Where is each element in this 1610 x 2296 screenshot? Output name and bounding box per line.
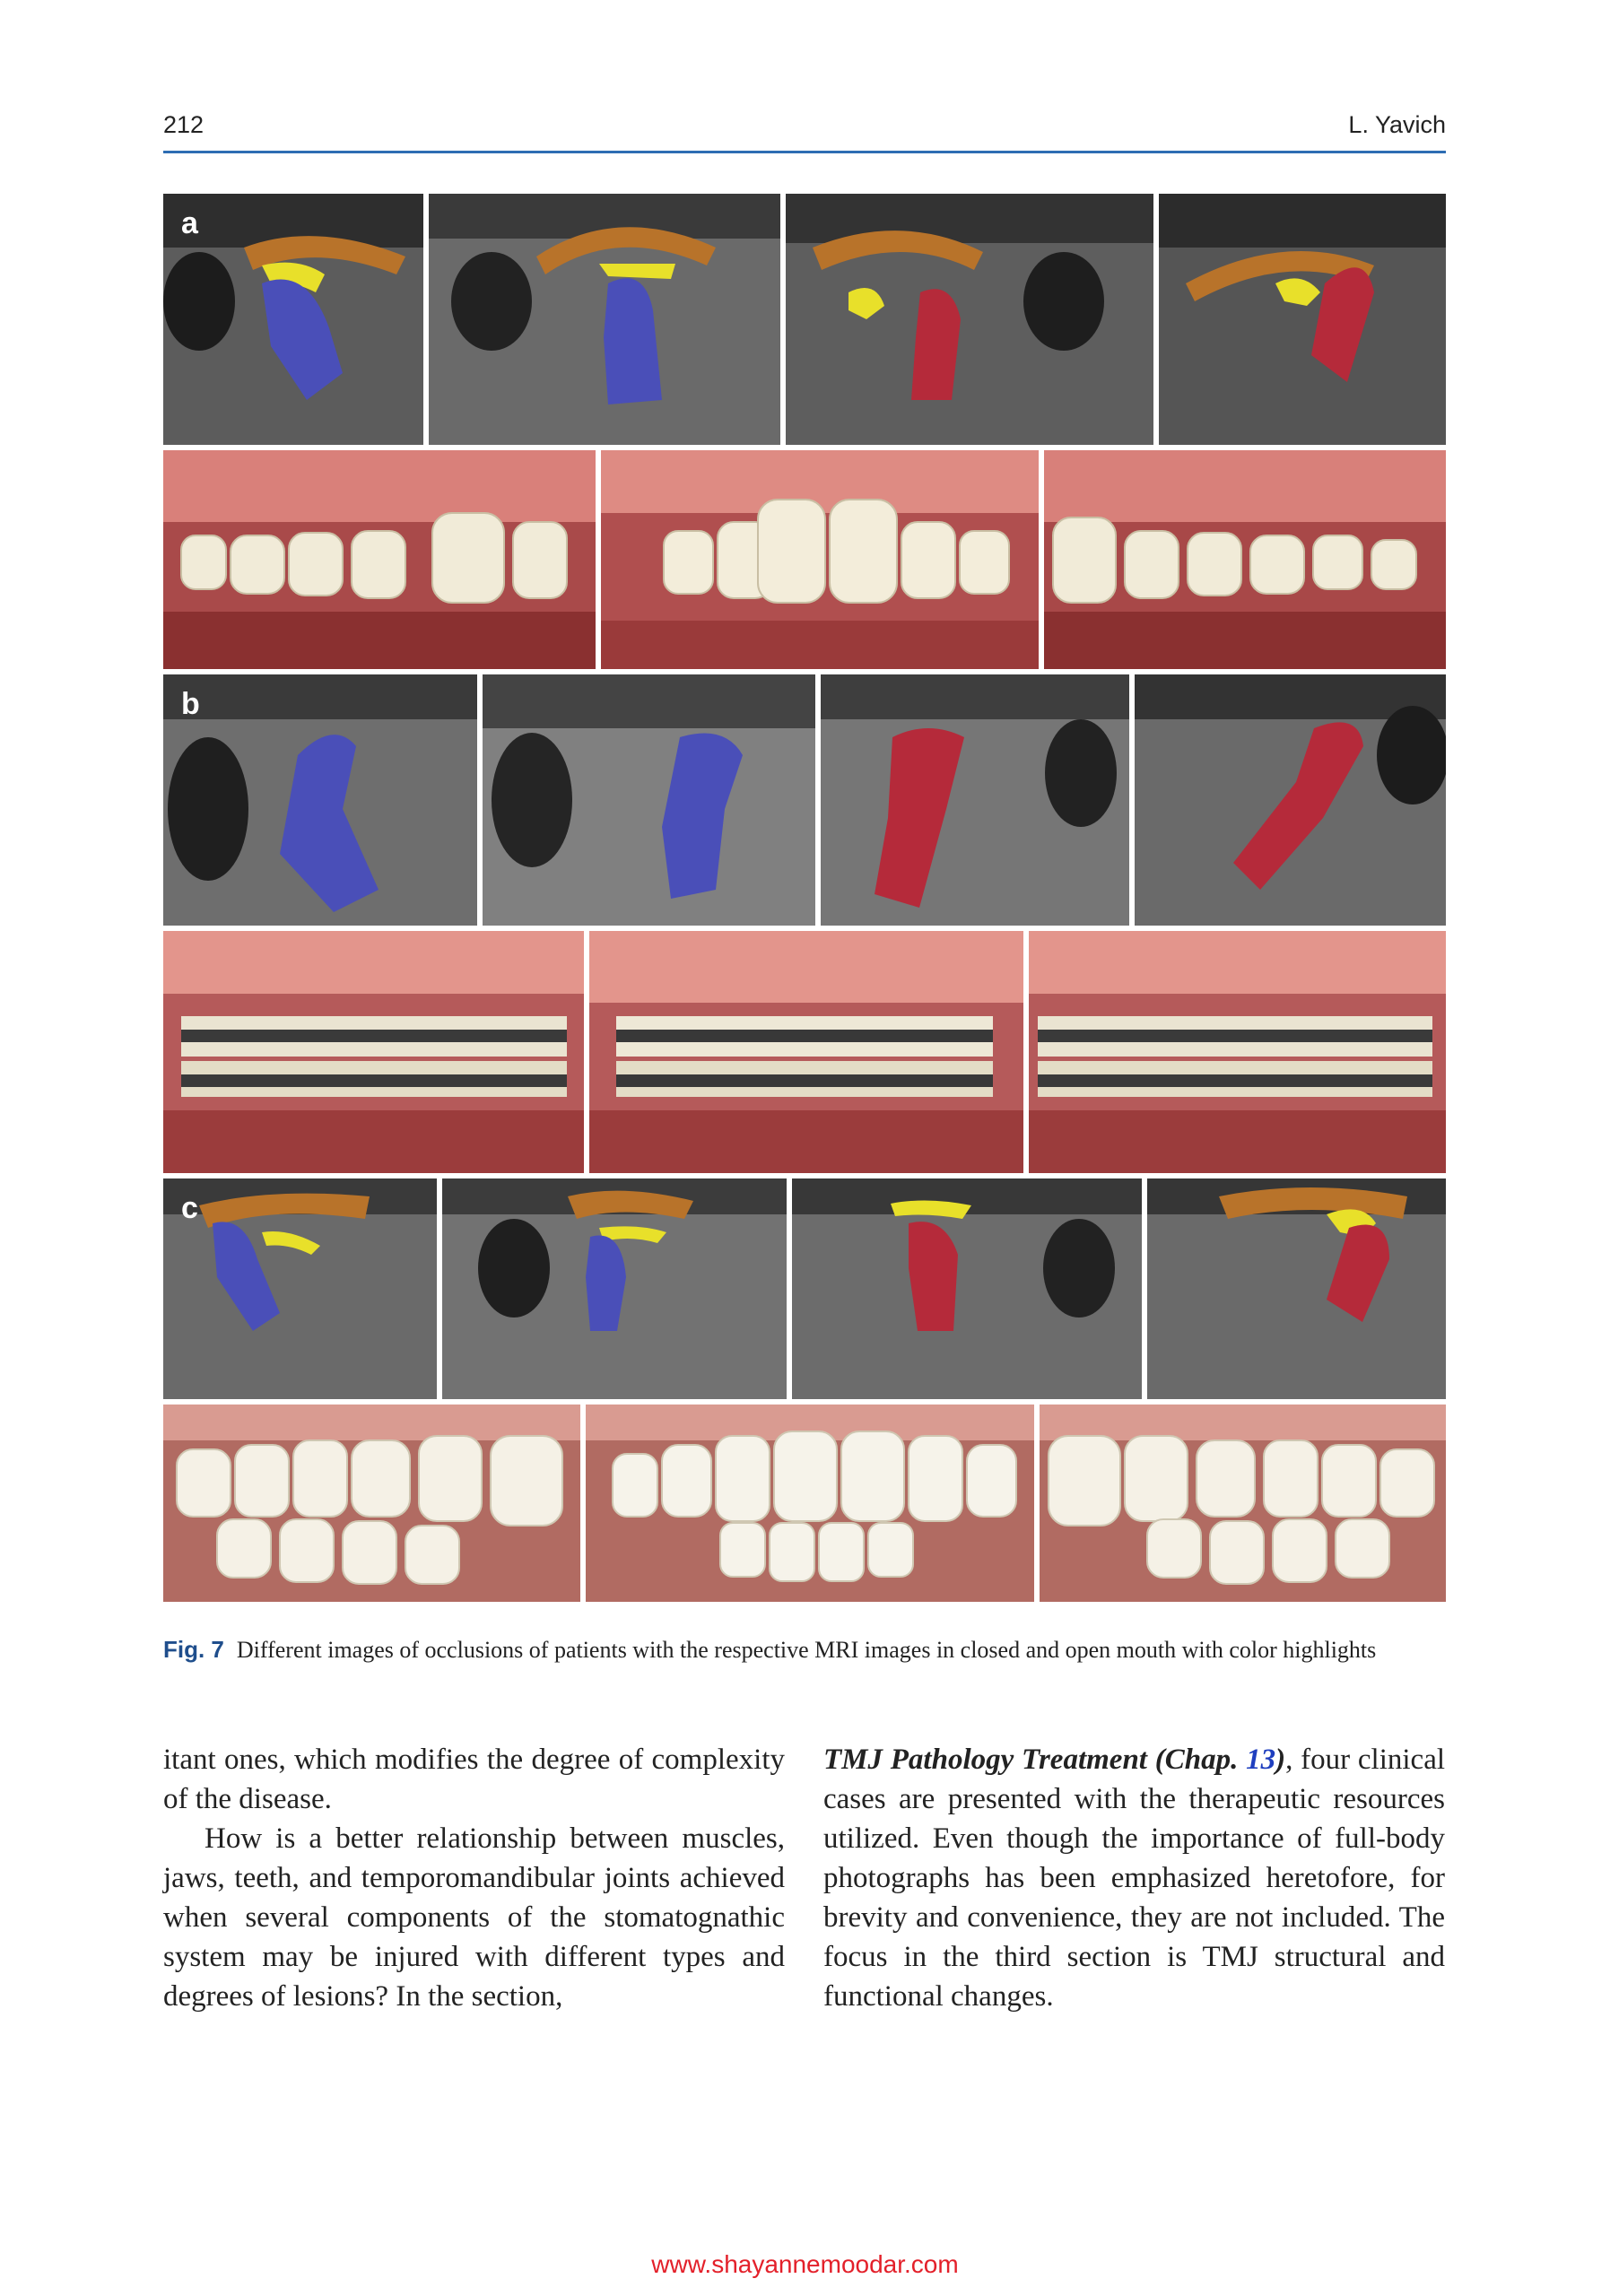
mri-image [1159, 194, 1446, 445]
section-title: TMJ Pathology Treatment (Chap. [823, 1744, 1239, 1776]
paragraph-text: , four clinical cases are presented with the therapeutic resources utilized. Even though the importance of full-body photographs has been emphasized heretofore, for brevity and convenience, they are not included. The focus in the third section is TMJ structural and functional changes. [823, 1744, 1446, 2013]
mri-row-a [163, 194, 1446, 445]
body-column-right [823, 1740, 1445, 2016]
mri-row-c [163, 1178, 1446, 1399]
section-title-close: ) [1275, 1744, 1286, 1776]
mri-image [821, 674, 1129, 926]
photo-row-b [163, 931, 1446, 1173]
braces-photo [1029, 931, 1446, 1173]
footer-website[interactable]: www.shayannemoodar.com [651, 2250, 959, 2278]
mri-image [1147, 1178, 1446, 1399]
occlusion-photo [1040, 1405, 1446, 1602]
paragraph: itant ones, which modifies the degree of complexity of the disease. [163, 1744, 785, 1815]
occlusion-photo [1044, 450, 1446, 669]
figure-caption [163, 1632, 1446, 1667]
panel-label-b: b [181, 687, 200, 721]
running-head-author: L. Yavich [1348, 111, 1446, 138]
occlusion-photo [586, 1405, 1034, 1602]
occlusion-photo [601, 450, 1039, 669]
page-number: 212 [163, 111, 205, 138]
occlusion-photo [163, 450, 596, 669]
mri-row-b [163, 674, 1446, 926]
caption-text: Different images of occlusions of patients with the respective MRI images in closed and open mouth with color highlights [236, 1637, 1377, 1663]
mri-image [792, 1178, 1142, 1399]
mri-image [163, 1178, 437, 1399]
figure-7 [163, 194, 1446, 1602]
chapter-link[interactable]: 13 [1246, 1744, 1276, 1776]
body-column-left [163, 1740, 785, 2016]
paragraph: How is a better relationship between muscles, jaws, teeth, and temporomandibular joints achieved when several components of the stomatognathic system may be injured with different types and degrees of lesions? In the section, [163, 1822, 785, 2013]
paragraph [823, 1740, 1445, 2016]
mri-image [442, 1178, 787, 1399]
mri-image [1135, 674, 1446, 926]
mri-image [163, 194, 423, 445]
occlusion-photo [163, 1405, 580, 1602]
photo-row-a [163, 450, 1446, 669]
figure-label: Fig. 7 [163, 1636, 224, 1663]
panel-label-c: c [181, 1191, 198, 1225]
mri-image [786, 194, 1153, 445]
photo-row-c [163, 1405, 1446, 1602]
braces-photo [589, 931, 1023, 1173]
mri-image [483, 674, 815, 926]
mri-image [429, 194, 780, 445]
header-rule [163, 151, 1446, 153]
panel-label-a: a [181, 206, 198, 240]
mri-image [163, 674, 477, 926]
braces-photo [163, 931, 584, 1173]
